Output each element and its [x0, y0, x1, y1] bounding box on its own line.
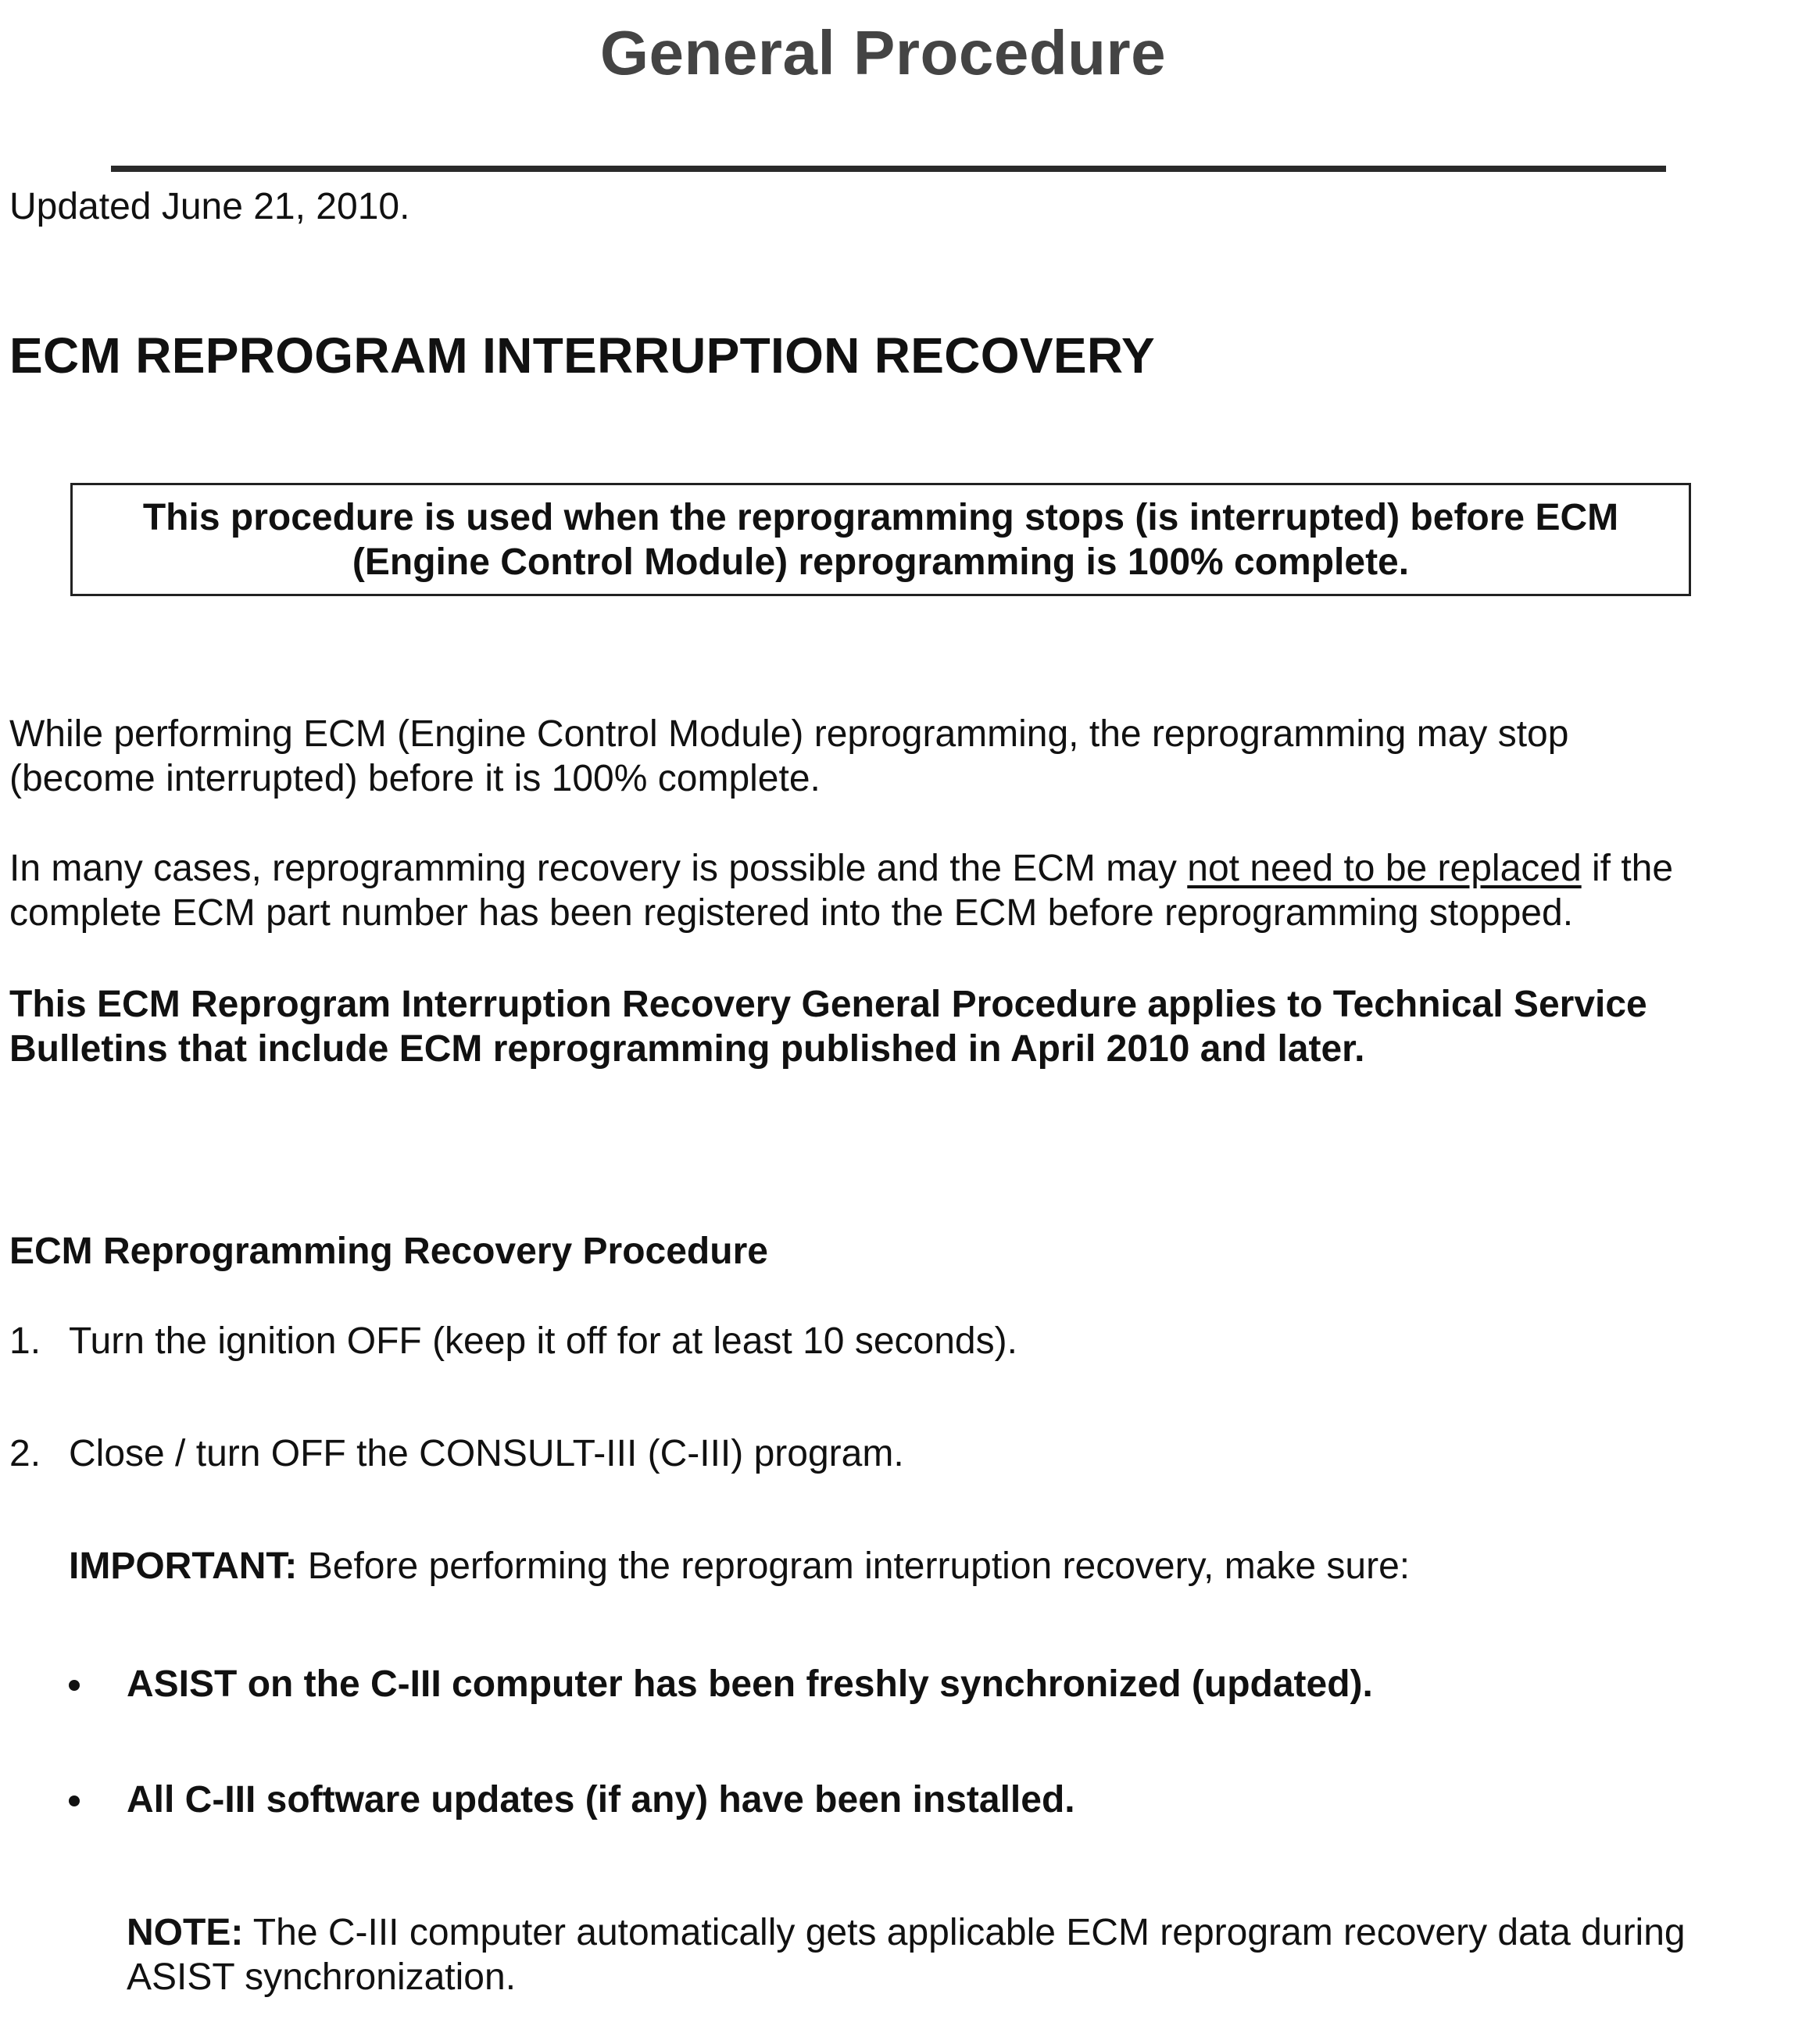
step-1-number: 1. — [9, 1320, 41, 1362]
header-divider — [111, 166, 1666, 172]
paragraph-1-line-2: (become interrupted) before it is 100% complete. — [9, 758, 821, 799]
paragraph-3-line-2: Bulletins that include ECM reprogramming published in April 2010 and later. — [9, 1028, 1365, 1070]
important-notice — [69, 1544, 1410, 1589]
notice-line-1: This procedure is used when the reprogramming stops (is interrupted) before ECM — [142, 497, 1619, 538]
bullet-item-2: All C-III software updates (if any) have been installed. — [127, 1779, 1075, 1821]
main-heading: ECM REPROGRAM INTERRUPTION RECOVERY — [9, 327, 1155, 384]
notice-box — [70, 483, 1691, 596]
note-line-1 — [127, 1910, 1686, 1956]
important-label: IMPORTANT: — [69, 1545, 298, 1587]
procedure-heading: ECM Reprogramming Recovery Procedure — [9, 1231, 768, 1272]
step-2-number: 2. — [9, 1433, 41, 1474]
paragraph-2-text-before: In many cases, reprogramming recovery is possible and the ECM may — [9, 848, 1188, 889]
paragraph-2-line-1 — [9, 846, 1673, 892]
page-title: General Procedure — [599, 18, 1167, 88]
paragraph-2-text-after: if the — [1581, 848, 1674, 889]
note-line-2: ASIST synchronization. — [127, 1956, 517, 1998]
bullet-item-1: ASIST on the C-III computer has been freshly synchronized (updated). — [127, 1663, 1373, 1705]
notice-line-2: (Engine Control Module) reprogramming is 100% complete. — [352, 541, 1410, 583]
paragraph-2-underlined-text: not need to be replaced — [1187, 848, 1582, 889]
paragraph-1-line-1: While performing ECM (Engine Control Module) reprogramming, the reprogramming may stop — [9, 713, 1569, 755]
step-2-text: Close / turn OFF the CONSULT-III (C-III) program. — [69, 1433, 904, 1474]
step-1-text: Turn the ignition OFF (keep it off for at least 10 seconds). — [69, 1320, 1017, 1362]
bullet-dot-icon — [69, 1796, 80, 1806]
note-label: NOTE: — [127, 1912, 244, 1953]
paragraph-2-line-2: complete ECM part number has been registered into the ECM before reprogramming stopped. — [9, 892, 1574, 934]
bullet-dot-icon — [69, 1680, 80, 1691]
updated-date: Updated June 21, 2010. — [9, 186, 410, 227]
important-text: Before performing the reprogram interruption recovery, make sure: — [297, 1545, 1411, 1587]
note-text: The C-III computer automatically gets applicable ECM reprogram recovery data during — [243, 1912, 1686, 1953]
paragraph-3-line-1: This ECM Reprogram Interruption Recovery General Procedure applies to Technical Service — [9, 984, 1647, 1025]
